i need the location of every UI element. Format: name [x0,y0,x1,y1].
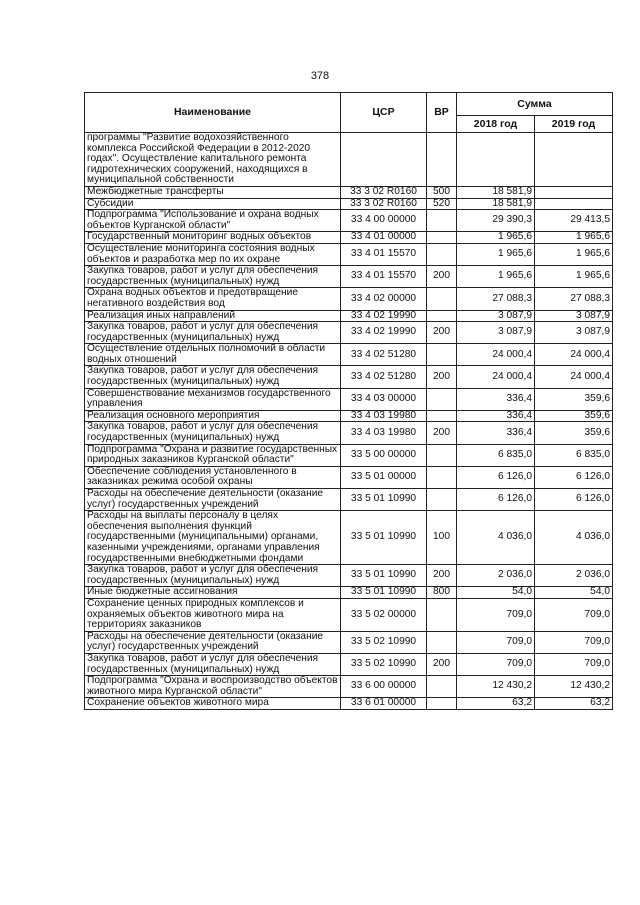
table-row [85,322,613,344]
row-name: Охрана водных объектов и предотвращение негативного воздействия вод [85,288,341,310]
table-row [85,598,613,631]
row-2018: 18 581,9 [457,198,535,210]
table-row [85,444,613,466]
header-year-2019: 2019 год [535,116,613,133]
row-csr: 33 5 01 10990 [341,489,427,511]
row-vr [427,698,457,710]
table-row [85,631,613,653]
row-2018: 12 430,2 [457,676,535,698]
row-name: Реализация иных направлений [85,310,341,322]
row-name: программы "Развитие водохозяйственного комплекса Российской Федерации в 2012-2020 годах". Осуществление капитального ремонта гидротехнических сооружений, находящихся в муниципальной собственности [85,133,341,187]
row-csr: 33 5 02 10990 [341,631,427,653]
row-csr: 33 5 01 10990 [341,565,427,587]
table-row [85,366,613,388]
row-vr: 800 [427,587,457,599]
row-vr: 200 [427,565,457,587]
row-2018: 6 126,0 [457,489,535,511]
row-2018: 18 581,9 [457,186,535,198]
row-name: Сохранение объектов животного мира [85,698,341,710]
row-2019: 359,6 [535,422,613,444]
row-vr [427,676,457,698]
row-vr [427,133,457,187]
row-2019: 6 126,0 [535,466,613,488]
row-vr: 200 [427,422,457,444]
table-row [85,587,613,599]
row-2019: 2 036,0 [535,565,613,587]
row-csr: 33 4 02 19990 [341,322,427,344]
row-vr [427,489,457,511]
row-csr: 33 4 02 51280 [341,344,427,366]
row-csr: 33 4 02 00000 [341,288,427,310]
row-csr: 33 4 03 00000 [341,388,427,410]
row-2019: 24 000,4 [535,344,613,366]
row-2019: 709,0 [535,631,613,653]
row-name: Закупка товаров, работ и услуг для обеспечения государственных (муниципальных) нужд [85,322,341,344]
row-2018 [457,133,535,187]
row-2019: 3 087,9 [535,322,613,344]
row-2019: 6 835,0 [535,444,613,466]
row-csr: 33 5 02 00000 [341,598,427,631]
row-name: Подпрограмма "Использование и охрана водных объектов Курганской области" [85,210,341,232]
row-name: Закупка товаров, работ и услуг для обеспечения государственных (муниципальных) нужд [85,422,341,444]
row-2018: 709,0 [457,631,535,653]
row-2019: 359,6 [535,388,613,410]
row-2018: 54,0 [457,587,535,599]
table-row [85,186,613,198]
header-sum: Сумма [457,93,613,116]
header-csr: ЦСР [341,93,427,133]
row-2019: 3 087,9 [535,310,613,322]
row-name: Осуществление мониторинга состояния водных объектов и разработка мер по их охране [85,243,341,265]
row-2018: 4 036,0 [457,511,535,565]
row-vr [427,232,457,244]
row-name: Закупка товаров, работ и услуг для обеспечения государственных (муниципальных) нужд [85,565,341,587]
row-csr: 33 5 02 10990 [341,653,427,675]
row-name: Закупка товаров, работ и услуг для обеспечения государственных (муниципальных) нужд [85,366,341,388]
table-row [85,565,613,587]
row-2019: 54,0 [535,587,613,599]
row-vr: 200 [427,366,457,388]
row-2019: 359,6 [535,410,613,422]
row-vr [427,310,457,322]
row-csr: 33 5 01 10990 [341,587,427,599]
row-2018: 2 036,0 [457,565,535,587]
row-2018: 24 000,4 [457,366,535,388]
row-csr: 33 5 01 00000 [341,466,427,488]
table-row [85,266,613,288]
row-2018: 3 087,9 [457,322,535,344]
row-name: Обеспечение соблюдения установленного в заказниках режима особой охраны [85,466,341,488]
row-2019: 1 965,6 [535,243,613,265]
row-name: Совершенствование механизмов государственного управления [85,388,341,410]
budget-table [84,92,613,710]
row-name: Государственный мониторинг водных объектов [85,232,341,244]
row-csr: 33 4 01 00000 [341,232,427,244]
row-csr [341,133,427,187]
row-2019: 709,0 [535,598,613,631]
row-csr: 33 5 00 00000 [341,444,427,466]
row-name: Расходы на обеспечение деятельности (оказание услуг) государственных учреждений [85,631,341,653]
row-2018: 3 087,9 [457,310,535,322]
row-vr [427,598,457,631]
row-csr: 33 4 00 00000 [341,210,427,232]
row-2019: 709,0 [535,653,613,675]
row-csr: 33 5 01 10990 [341,511,427,565]
table-body [85,133,613,710]
row-name: Субсидии [85,198,341,210]
row-name: Межбюджетные трансферты [85,186,341,198]
row-vr [427,344,457,366]
row-2018: 1 965,6 [457,243,535,265]
row-name: Сохранение ценных природных комплексов и охраняемых объектов животного мира на территориях заказников [85,598,341,631]
row-2019: 24 000,4 [535,366,613,388]
row-vr [427,243,457,265]
row-vr: 200 [427,653,457,675]
table-row [85,676,613,698]
row-vr [427,466,457,488]
row-csr: 33 6 01 00000 [341,698,427,710]
row-2019: 12 430,2 [535,676,613,698]
row-2019 [535,198,613,210]
row-vr [427,288,457,310]
row-csr: 33 4 02 51280 [341,366,427,388]
row-2018: 6 835,0 [457,444,535,466]
row-csr: 33 3 02 R0160 [341,186,427,198]
row-2018: 24 000,4 [457,344,535,366]
row-csr: 33 4 01 15570 [341,243,427,265]
table-row [85,489,613,511]
row-vr: 100 [427,511,457,565]
table-row [85,511,613,565]
row-2018: 709,0 [457,653,535,675]
row-name: Закупка товаров, работ и услуг для обеспечения государственных (муниципальных) нужд [85,653,341,675]
row-2018: 27 088,3 [457,288,535,310]
row-vr [427,444,457,466]
row-2018: 6 126,0 [457,466,535,488]
row-name: Иные бюджетные ассигнования [85,587,341,599]
table-row [85,243,613,265]
row-2019: 1 965,6 [535,232,613,244]
row-2018: 336,4 [457,410,535,422]
header-vr: ВР [427,93,457,133]
table-row [85,698,613,710]
row-2019: 6 126,0 [535,489,613,511]
row-2018: 1 965,6 [457,266,535,288]
table-row [85,422,613,444]
row-2019: 4 036,0 [535,511,613,565]
table-row [85,388,613,410]
row-csr: 33 4 02 19990 [341,310,427,322]
row-name: Реализация основного мероприятия [85,410,341,422]
header-name: Наименование [85,93,341,133]
row-2018: 63,2 [457,698,535,710]
row-csr: 33 4 03 19980 [341,410,427,422]
row-2018: 1 965,6 [457,232,535,244]
table-row [85,288,613,310]
table-row [85,653,613,675]
row-vr [427,410,457,422]
table-row [85,310,613,322]
row-vr: 500 [427,186,457,198]
row-name: Осуществление отдельных полномочий в области водных отношений [85,344,341,366]
row-name: Подпрограмма "Охрана и воспроизводство объектов животного мира Курганской области" [85,676,341,698]
table-row [85,344,613,366]
row-csr: 33 4 01 15570 [341,266,427,288]
row-2018: 29 390,3 [457,210,535,232]
row-name: Закупка товаров, работ и услуг для обеспечения государственных (муниципальных) нужд [85,266,341,288]
table-row [85,232,613,244]
table-header [85,93,613,133]
row-2019: 27 088,3 [535,288,613,310]
row-2019: 29 413,5 [535,210,613,232]
row-vr: 520 [427,198,457,210]
row-2018: 336,4 [457,388,535,410]
row-vr [427,210,457,232]
table-row [85,210,613,232]
row-2018: 709,0 [457,598,535,631]
row-name: Расходы на обеспечение деятельности (оказание услуг) государственных учреждений [85,489,341,511]
row-2019 [535,133,613,187]
table-row [85,466,613,488]
row-csr: 33 4 03 19980 [341,422,427,444]
table-row [85,133,613,187]
header-year-2018: 2018 год [457,116,535,133]
row-2019: 1 965,6 [535,266,613,288]
row-csr: 33 6 00 00000 [341,676,427,698]
row-2019 [535,186,613,198]
row-name: Подпрограмма "Охрана и развитие государственных природных заказников Курганской области" [85,444,341,466]
row-2018: 336,4 [457,422,535,444]
row-name: Расходы на выплаты персоналу в целях обеспечения выполнения функций государственными (муниципальными) органами, казенными учреждениями, органами управления государственными внебюджетными фондами [85,511,341,565]
page-number: 378 [310,70,330,82]
row-vr [427,631,457,653]
row-vr: 200 [427,266,457,288]
table-row [85,198,613,210]
row-2019: 63,2 [535,698,613,710]
row-vr [427,388,457,410]
row-csr: 33 3 02 R0160 [341,198,427,210]
row-vr: 200 [427,322,457,344]
